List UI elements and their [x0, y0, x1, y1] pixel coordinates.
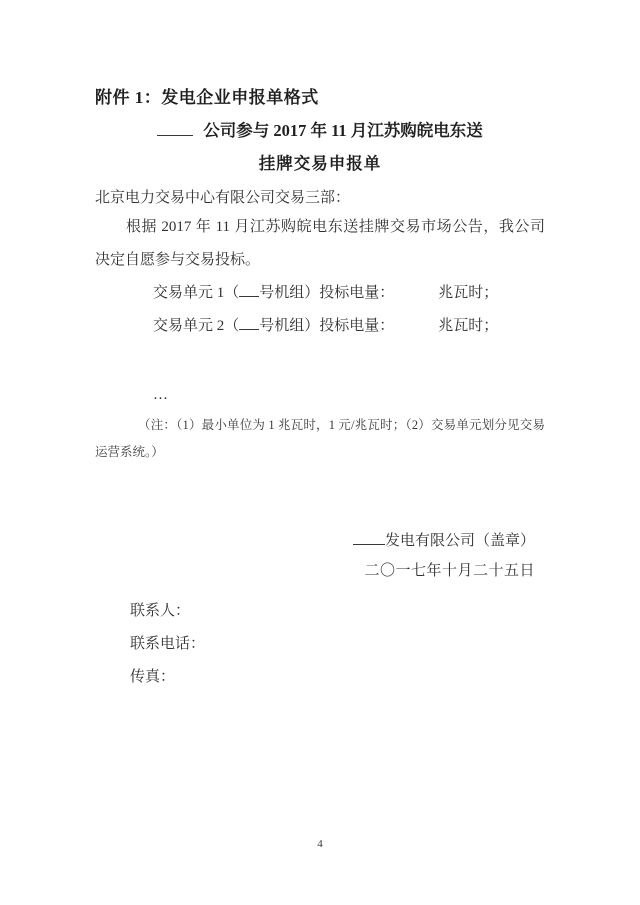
- bid-row-2-label-post: 号机组）投标电量：: [259, 318, 395, 334]
- signature-date-line: 二〇一七年十月二十五日: [364, 563, 535, 579]
- company-name-blank: [157, 122, 193, 136]
- signature-company-line: [95, 530, 535, 552]
- bid-row-1-label-pre: 交易单元 1（: [153, 285, 240, 301]
- note-paragraph: （注：（1）最小单位为 1 兆瓦时，1 元/兆瓦时；（2）交易单元划分见交易运营系统。）: [95, 418, 545, 459]
- bid-row-1-unit-number-blank: [239, 285, 259, 297]
- fax-label: 传真：: [130, 669, 176, 685]
- bid-row-2-unit-number-blank: [239, 318, 259, 330]
- bid-row-2: [153, 310, 545, 343]
- document-content: [0, 86, 640, 688]
- form-title-line-2: 挂牌交易申报单: [258, 154, 382, 173]
- signature-block: [95, 530, 545, 582]
- form-title-line-1: [95, 119, 545, 143]
- bid-row-2-unit-text: 兆瓦时；: [438, 318, 499, 334]
- opening-paragraph: 根据 2017 年 11 月江苏购皖电东送挂牌交易市场公告，我公司决定自愿参与交易投标。: [95, 219, 545, 268]
- bid-row-1-label-post: 号机组）投标电量：: [259, 285, 395, 301]
- contact-person-label: 联系人：: [130, 603, 191, 619]
- page-number: 4: [317, 838, 323, 850]
- addressee-line: 北京电力交易中心有限公司交易三部：: [95, 190, 351, 206]
- form-title-line-1-text: 公司参与 2017 年 11 月江苏购皖电东送: [203, 121, 483, 140]
- bid-row-1-unit-text: 兆瓦时；: [438, 285, 499, 301]
- bid-row-1: [153, 277, 545, 310]
- attachment-heading: 附件 1：发电企业申报单格式: [95, 88, 319, 107]
- signature-company-text: 发电有限公司（盖章）: [384, 533, 535, 549]
- ellipsis-line: …: [153, 387, 170, 403]
- signature-company-blank: [353, 531, 385, 545]
- contact-phone-label: 联系电话：: [130, 636, 206, 652]
- bid-row-2-label-pre: 交易单元 2（: [153, 318, 240, 334]
